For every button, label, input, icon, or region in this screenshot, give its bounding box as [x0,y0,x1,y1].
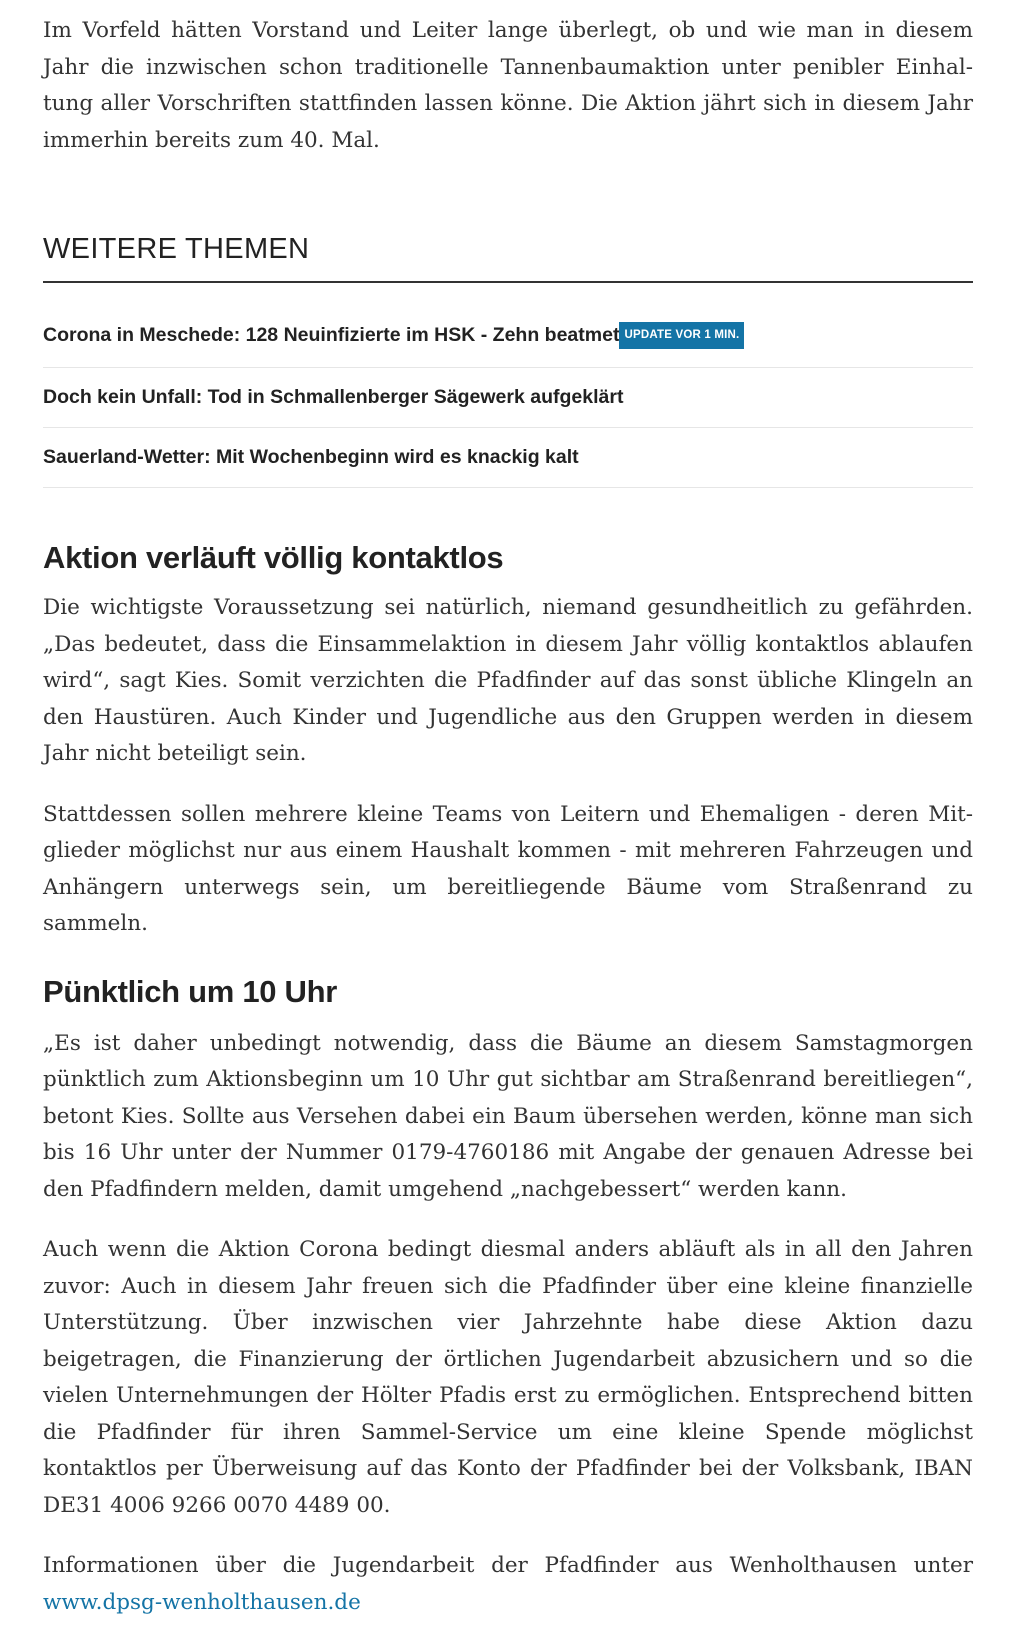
website-link[interactable]: www.dpsg-wenholthausen.de [43,1589,361,1615]
more-topics-heading: WEITERE THEMEN [43,233,310,265]
topic-item [43,428,973,488]
topic-item [43,283,973,368]
topic-link-unfall[interactable]: Doch kein Unfall: Tod in Schmallenberger Sägewerk aufgeklärt [43,386,624,408]
section-heading-kontaktlos: Aktion verläuft völlig kontaktlos [43,540,504,575]
info-text: Informationen über die Jugendarbeit der Pfadfinder aus Wenholthausen unter [43,1553,973,1578]
intro-paragraph: Im Vorfeld hätten Vorstand und Leiter lange überlegt, ob und wie man in diesem Jahr die inzwischen schon traditionelle Tannenbaumaktion unter penibler Einhaltung aller Vorschriften stattfinden lassen könne. Die Aktion jährt sich in diesem Jahr immerhin bereits zum 40. Mal. [43,18,973,153]
paragraph-kontaktlos-1: Die wichtigste Voraussetzung sei natürlich, niemand gesundheitlich zu gefährden. „Das bedeutet, dass die Einsammelaktion in diesem Jahr völlig kontaktlos ablaufen wird“, sagt Kies. Somit verzichten die Pfadfinder auf das sonst übliche Klingeln an den Haustüren. Auch Kinder und Jugendliche aus den Gruppen werden in diesem Jahr nicht beteiligt sein. [43,595,973,766]
more-topics-list [43,283,973,488]
paragraph-puenktlich-1: „Es ist daher unbedingt notwendig, dass die Bäume an diesem Samstagmorgen pünktlich zum Aktionsbeginn um 10 Uhr gut sichtbar am Straßenrand bereitliegen“, betont Kies. Sollte aus Versehen dabei ein Baum übersehen werden, könne man sich bis 16 Uhr unter der Nummer 0179-4760186 mit Angabe der genauen Adresse bei den Pfadfindern melden, damit umgehend „nachgebessert“ werden kann. [43,1030,973,1202]
topic-item [43,368,973,428]
section-heading-puenktlich: Pünktlich um 10 Uhr [43,973,338,1009]
topic-link-wetter[interactable]: Sauerland-Wetter: Mit Wochenbeginn wird es knackig kalt [43,446,579,468]
paragraph-puenktlich-2: Auch wenn die Aktion Corona bedingt diesmal anders abläuft als in all den Jahren zuvor: Auch in diesem Jahr freuen sich die Pfadfinder über eine kleine finanzielle Unterstützung. Über inzwischen vier Jahrzehnte habe diese Aktion dazu beigetragen, die Finanzierung der örtlichen Jugendarbeit abzusichern und so die vielen Unternehmungen der Hölter Pfadis erst zu ermöglichen. Entsprechend bitten die Pfadfinder für ihren Sammel-Service um eine kleine Spende möglichst kontaktlos per Überweisung auf das Konto der Pfadfinder bei der Volksbank, IBAN DE31 4006 9266 0070 4489 00. [43,1237,973,1518]
paragraph-kontaktlos-2: Stattdessen sollen mehrere kleine Teams von Leitern und Ehemaligen - deren Mitglieder möglichst nur aus einem Haushalt kommen - mit mehreren Fahrzeugen und Anhängern unterwegs sein, um bereitliegende Bäume vom Straßenrand zu sammeln. [43,801,973,936]
update-badge: UPDATE VOR 1 MIN. [619,322,744,349]
topic-link-corona[interactable]: Corona in Meschede: 128 Neuinfizierte im HSK - Zehn beatmet [43,324,620,346]
article-body [43,0,973,1621]
info-paragraph [43,1548,973,1621]
